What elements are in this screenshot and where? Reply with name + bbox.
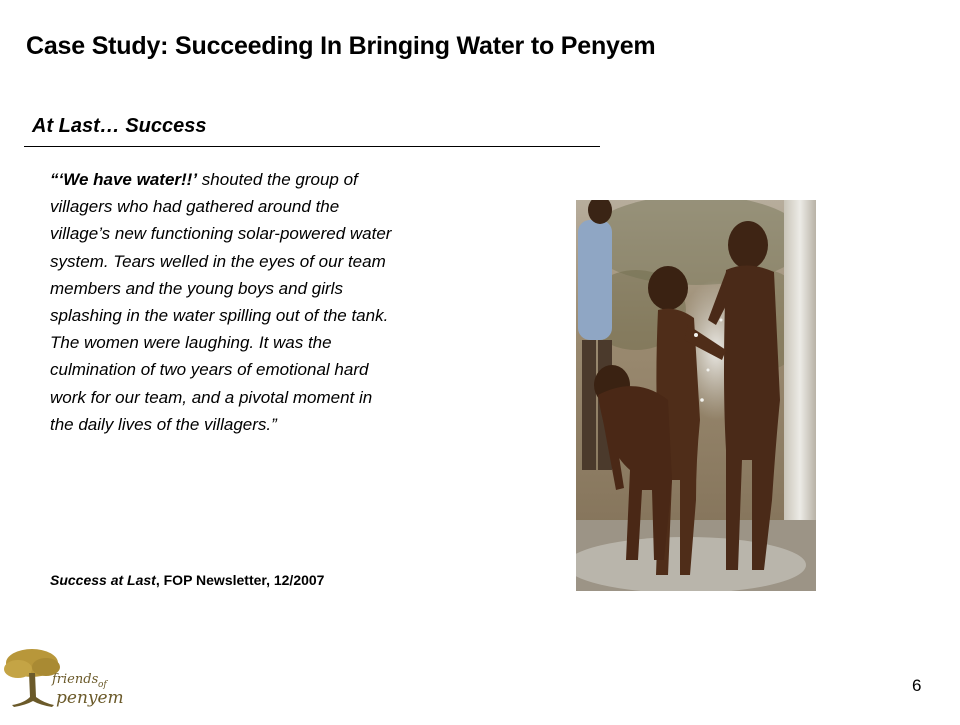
logo-of: of — [98, 680, 107, 690]
quote-lead: “‘We have water!!’ — [50, 170, 198, 189]
children-water-photo — [576, 200, 816, 591]
slide-title: Case Study: Succeeding In Bringing Water to Penyem — [26, 32, 656, 60]
citation-source: Success at Last — [50, 572, 156, 588]
quote-citation — [50, 572, 324, 588]
section-subtitle: At Last… Success — [32, 115, 207, 137]
quote-body: shouted the group of villagers who had gathered around the village’s new functioning solar-powered water system. Tears welled in the eyes of our team members and the young boys and girls splashing in the water spilling out of the tank. The women were laughing. It was the culmination of two years of emotional hard work for our team, and a pivotal moment in the daily lives of the villagers.” — [50, 170, 392, 434]
newsletter-quote — [50, 166, 400, 438]
page-number: 6 — [912, 676, 922, 695]
subtitle-divider — [24, 146, 600, 147]
logo-friends: friends — [52, 672, 99, 687]
tree-icon — [0, 645, 130, 720]
citation-detail: , FOP Newsletter, 12/2007 — [155, 572, 325, 588]
friends-of-penyem-logo — [0, 645, 130, 720]
logo-penyem: penyem — [56, 688, 124, 708]
